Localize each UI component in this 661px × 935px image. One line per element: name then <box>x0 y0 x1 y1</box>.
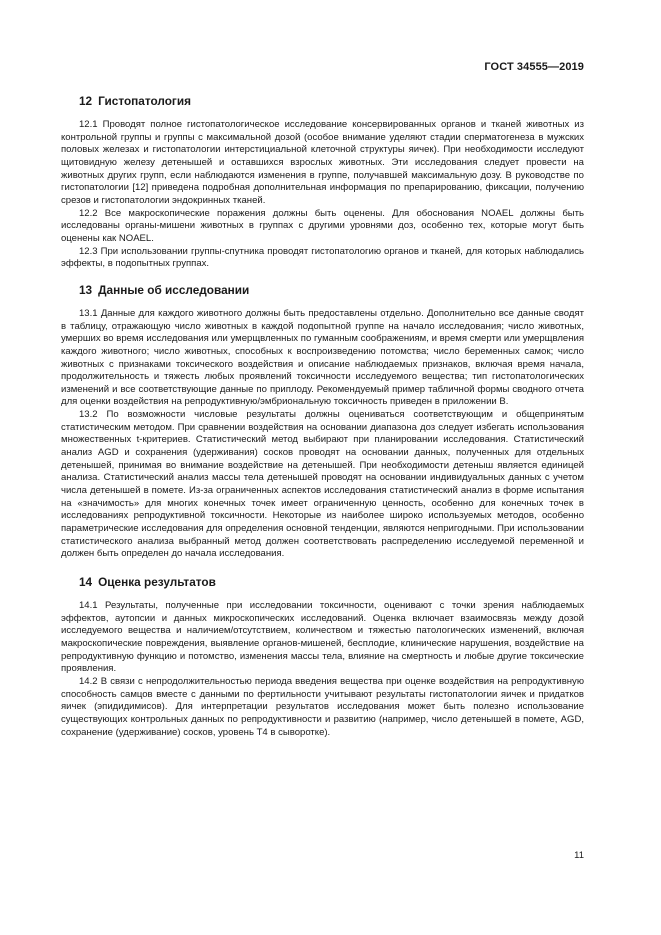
section-title: Оценка результатов <box>98 575 216 589</box>
paragraph: 13.1 Данные для каждого животного должны быть предоставлены отдельно. Дополнительно все данные сводят в таблицу, отражающую число животных в каждой подопытной группе на начало исследования; число животных, умерших во время исследования или умерщвленных по гуманным соображениям, и время смерти или умерщвления каждого животного; число животных, способных к воспроизведению потомства; число беременных самок; число животных с признаками токсического воздействия и описание наблюдаемых признаков, включая время начала, продолжительность и тяжесть любых проявлений токсичности исследуемого вещества; тип гистопатологических изменений и все соответствующие данные по приплоду. Рекомендуемый пример табличной формы сводного отчета для оценки воздействия на репродуктивную/эмбриональную токсичность приведен в приложении В. <box>61 307 584 408</box>
paragraph: 12.2 Все макроскопические поражения должны быть оценены. Для обоснования NOAEL должны быть исследованы органы-мишени животных в группах с другими уровнями доз, особенно тех, которые могут быть оценены как NOAEL. <box>61 207 584 244</box>
page-number: 11 <box>574 850 584 861</box>
section-title: Гистопатология <box>98 94 191 108</box>
paragraph: 14.2 В связи с непродолжительностью периода введения вещества при оценке воздействия на репродуктивную способность самцов вместе с данными по фертильности учитывают результаты гистопатологии яичек и придатков яичек (эпидидимисов). Для интерпретации результатов исследования может быть полезно использование существующих контрольных данных по репродуктивности и развитию (например, число детенышей в помете, AGD, сохранение (удерживание) сосков, уровень Т4 в сыворотке). <box>61 675 584 738</box>
section-number: 12 <box>79 94 93 108</box>
paragraph: 14.1 Результаты, полученные при исследовании токсичности, оценивают с точки зрения наблюдаемых эффектов, аутопсии и данных микроскопических исследований. Оценка включает взаимосвязь между дозой исследуемого вещества и наличием/отсутствием, количеством и тяжестью патологических изменений, включая макроскопические повреждения, выявление органов-мишеней, бесплодие, клинические нарушения, воздействие на репродуктивную функцию и потомство, изменения массы тела, влияние на смертность и любые другие токсические проявления. <box>61 600 584 675</box>
section-study-data <box>61 283 584 561</box>
section-histopathology <box>61 94 584 271</box>
paragraph: 12.3 При использовании группы-спутника проводят гистопатологию органов и тканей, для которых наблюдались эффекты, в подопытных группах. <box>61 245 584 270</box>
paragraph: 12.1 Проводят полное гистопатологическое исследование консервированных органов и тканей животных из контрольной группы и группы с максимальной дозой (особое внимание уделяют стадии сперматогенеза в мужских половых железах и гистопатологии интерстициальной клеточной структуры яичек). При необходимости исследуют щитовидную железу детенышей и оставшихся взрослых животных. Эти исследования следует провести на животных других групп, если наблюдаются изменения в группе, получавшей максимальную дозу. В руководстве по гистопатологии [12] приведена подробная дополнительная информация по препарированию, фиксации, получению срезов и гистопатологии эндокринных тканей. <box>61 119 584 206</box>
section-heading <box>79 94 584 108</box>
section-heading <box>79 283 584 297</box>
standard-code: ГОСТ 34555—2019 <box>484 61 584 73</box>
section-heading <box>79 575 584 589</box>
paragraph: 13.2 По возможности числовые результаты должны оцениваться соответствующим и общепринятым статистическим методом. При сравнении воздействия на основании диапазона доз следует избегать использования множественных t-критериев. Статистический метод выбирают при планировании исследования. Статистический анализ AGD и сохранения (удерживания) сосков проводят на основании данных, полученных для отдельных детенышей, принимая во внимание воздействие на детенышей. При необходимости детеныш является единицей анализа. Статистический анализ массы тела детенышей проводят на основании индивидуальных данных с учетом числа детенышей в помете. Из-за ограниченных аспектов исследования статистический анализ в форме испытания на «значимость» для многих конечных точек имеет ограниченную ценность, особенно для конечных точек в исследованиях репродуктивной токсичности. Некоторые из наиболее широко используемых методов, особенно параметрические исследования для определения основной тенденции, являются непригодными. При использовании статистического анализа выбранный метод должен соответствовать распределению исследуемой переменной и должен быть определен до начала исследования. <box>61 409 584 560</box>
document-body <box>61 94 584 751</box>
section-number: 13 <box>79 282 93 297</box>
section-title: Данные об исследовании <box>98 282 250 297</box>
section-number: 14 <box>79 575 93 589</box>
section-evaluation <box>61 575 584 739</box>
